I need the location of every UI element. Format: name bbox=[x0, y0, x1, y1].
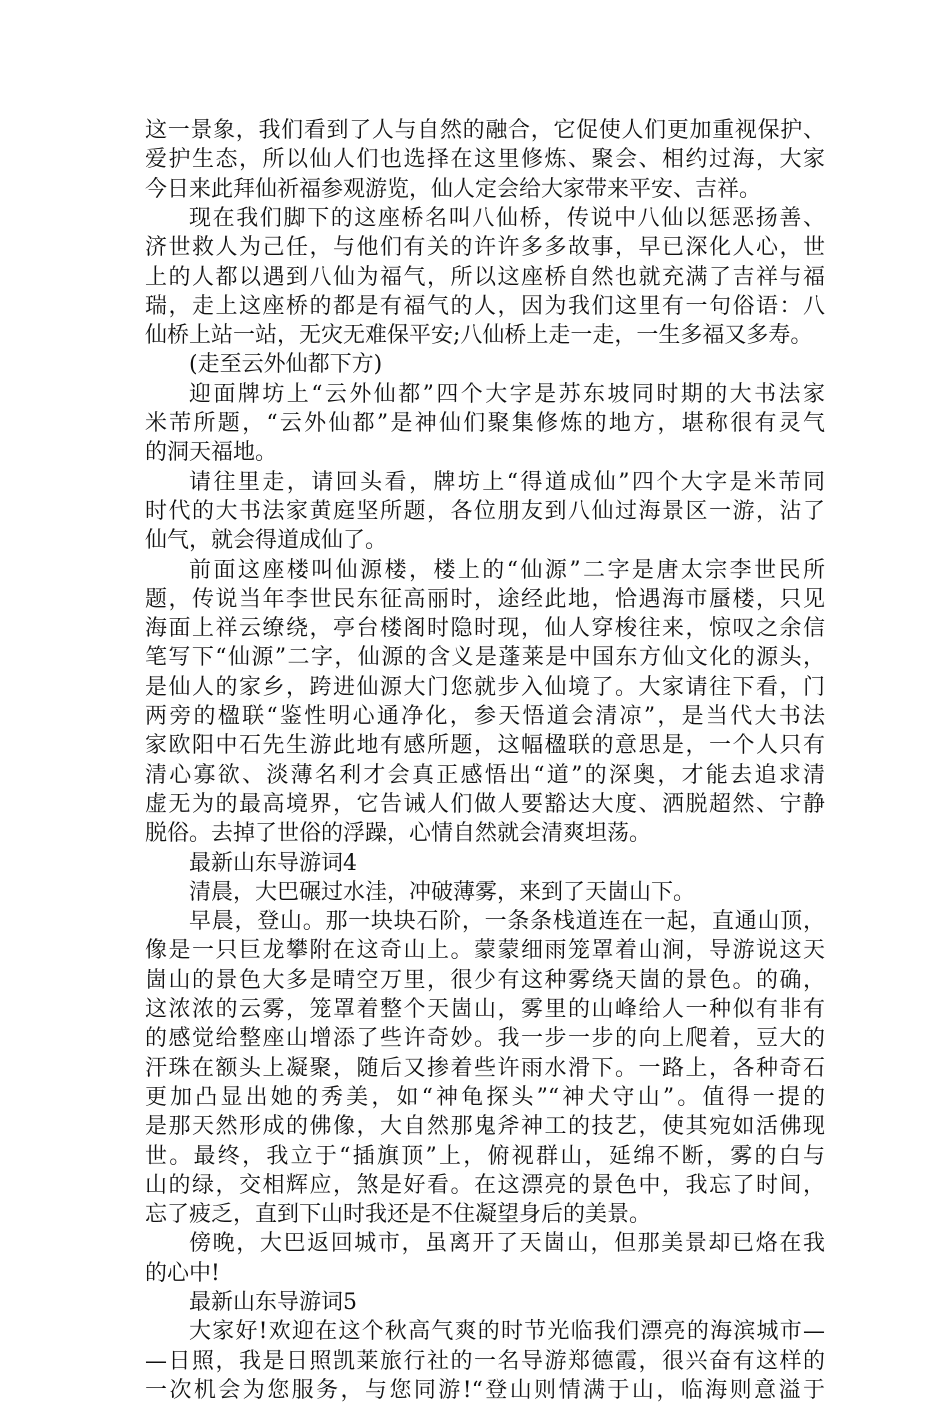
text-line: 世。最终，我立于“插旗顶”上，俯视群山，延绵不断，雾的白与 bbox=[145, 1144, 825, 1169]
text-line: 是仙人的家乡，跨进仙源大门您就步入仙境了。大家请往下看，门 bbox=[145, 675, 825, 700]
text-line: 两旁的楹联“鉴性明心通净化，参天悟道会清凉”，是当代大书法 bbox=[145, 704, 825, 729]
text-line: 清心寡欲、淡薄名利才会真正感悟出“道”的深奥，才能去追求清 bbox=[145, 763, 825, 788]
text-line: 早晨，登山。那一块块石阶，一条条栈道连在一起，直通山顶， bbox=[189, 909, 825, 934]
text-line: 崮山的景色大多是晴空万里，很少有这种雾绕天崮的景色。的确， bbox=[145, 968, 825, 993]
text-line: 仙气，就会得道成仙了。 bbox=[145, 528, 388, 553]
text-line: 清晨，大巴碾过水洼，冲破薄雾，来到了天崮山下。 bbox=[189, 880, 696, 905]
text-line: —日照，我是日照凯莱旅行社的一名导游郑德霞，很兴奋有这样的 bbox=[145, 1349, 825, 1374]
text-line: 现在我们脚下的这座桥名叫八仙桥，传说中八仙以惩恶扬善、 bbox=[189, 206, 825, 231]
text-line: 傍晚，大巴返回城市，虽离开了天崮山，但那美景却已烙在我 bbox=[189, 1231, 825, 1256]
text-line: 最新山东导游词5 bbox=[189, 1290, 357, 1315]
text-line: 时代的大书法家黄庭坚所题，各位朋友到八仙过海景区一游，沾了 bbox=[145, 499, 825, 524]
text-line: 济世救人为己任，与他们有关的许许多多故事，早已深化人心，世 bbox=[145, 235, 825, 260]
text-line: 米芾所题，“云外仙都”是神仙们聚集修炼的地方，堪称很有灵气 bbox=[145, 411, 825, 436]
text-line: 家欧阳中石先生游此地有感所题，这幅楹联的意思是，一个人只有 bbox=[145, 733, 825, 758]
text-line: 仙桥上站一站，无灾无难保平安;八仙桥上走一走，一生多福又多寿。 bbox=[145, 323, 813, 348]
text-line: 的洞天福地。 bbox=[145, 440, 278, 465]
text-line: (走至云外仙都下方) bbox=[189, 352, 383, 377]
text-line: 大家好!欢迎在这个秋高气爽的时节光临我们漂亮的海滨城市— bbox=[189, 1319, 825, 1344]
text-line: 的感觉给整座山增添了些许奇妙。我一步一步的向上爬着，豆大的 bbox=[145, 1026, 825, 1051]
text-line: 瑞，走上这座桥的都是有福气的人，因为我们这里有一句俗语：八 bbox=[145, 294, 825, 319]
text-line: 忘了疲乏，直到下山时我还是不住凝望身后的美景。 bbox=[145, 1202, 652, 1227]
text-line: 这一景象，我们看到了人与自然的融合，它促使人们更加重视保护、 bbox=[145, 118, 825, 143]
text-line: 汗珠在额头上凝聚，随后又掺着些许雨水滑下。一路上，各种奇石 bbox=[145, 1056, 825, 1081]
text-line: 前面这座楼叫仙源楼，楼上的“仙源”二字是唐太宗李世民所 bbox=[189, 558, 825, 583]
text-line: 海面上祥云缭绕，亭台楼阁时隐时现，仙人穿梭往来，惊叹之余信 bbox=[145, 616, 825, 641]
text-line: 上的人都以遇到八仙为福气，所以这座桥自然也就充满了吉祥与福 bbox=[145, 265, 825, 290]
text-line: 一次机会为您服务，与您同游!“登山则情满于山，临海则意溢于 bbox=[145, 1378, 825, 1403]
text-line: 最新山东导游词4 bbox=[189, 851, 357, 876]
text-line: 笔写下“仙源”二字，仙源的含义是蓬莱是中国东方仙文化的源头， bbox=[145, 645, 825, 670]
text-line: 迎面牌坊上“云外仙都”四个大字是苏东坡同时期的大书法家 bbox=[189, 382, 825, 407]
text-line: 是那天然形成的佛像，大自然那鬼斧神工的技艺，使其宛如活佛现 bbox=[145, 1114, 825, 1139]
text-line: 题，传说当年李世民东征高丽时，途经此地，恰遇海市蜃楼，只见 bbox=[145, 587, 825, 612]
text-line: 像是一只巨龙攀附在这奇山上。蒙蒙细雨笼罩着山涧，导游说这天 bbox=[145, 938, 825, 963]
text-line: 更加凸显出她的秀美，如“神龟探头”“神犬守山”。值得一提的 bbox=[145, 1085, 825, 1110]
text-line: 山的绿，交相辉应，煞是好看。在这漂亮的景色中，我忘了时间， bbox=[145, 1173, 825, 1198]
text-line: 爱护生态，所以仙人们也选择在这里修炼、聚会、相约过海，大家 bbox=[145, 147, 825, 172]
text-line: 的心中! bbox=[145, 1261, 220, 1286]
text-line: 这浓浓的云雾，笼罩着整个天崮山，雾里的山峰给人一种似有非有 bbox=[145, 997, 825, 1022]
text-line: 今日来此拜仙祈福参观游览，仙人定会给大家带来平安、吉祥。 bbox=[145, 177, 762, 202]
text-line: 脱俗。去掉了世俗的浮躁，心情自然就会清爽坦荡。 bbox=[145, 821, 652, 846]
text-line: 虚无为的最高境界，它告诫人们做人要豁达大度、洒脱超然、宁静 bbox=[145, 792, 825, 817]
text-line: 请往里走，请回头看，牌坊上“得道成仙”四个大字是米芾同 bbox=[189, 470, 825, 495]
